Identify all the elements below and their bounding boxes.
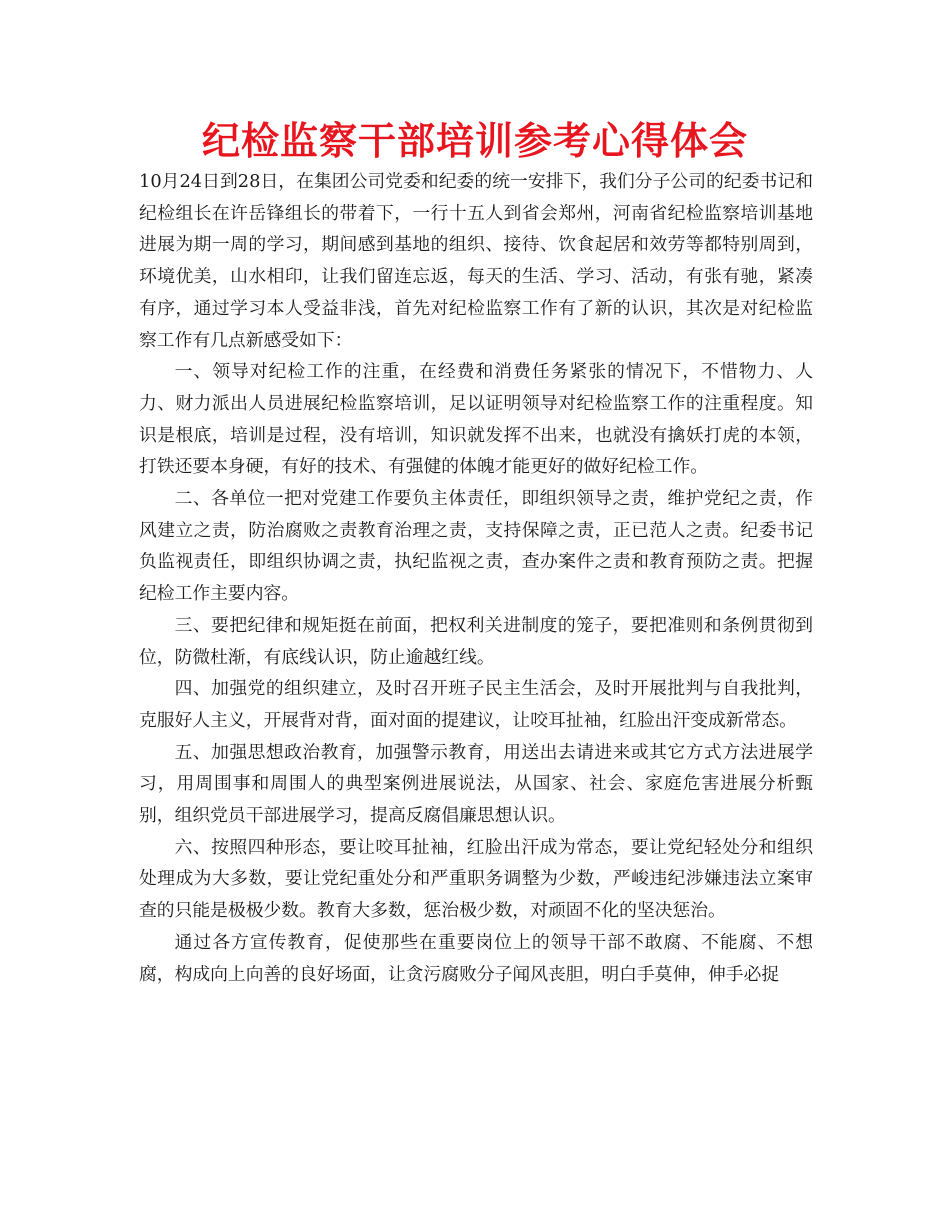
paragraph-intro: 10月24日到28日，在集团公司党委和纪委的统一安排下，我们分子公司的纪委书记和纪检组长在许岳锋组长的带着下，一行十五人到省会郑州，河南省纪检监察培训基地进展为期一周的学习，期间感到基地的组织、接待、饮食起居和效劳等都特别周到，环境优美，山水相印，让我们留连忘返，每天的生活、学习、活动，有张有驰，紧凑有序，通过学习本人受益非浅，首先对纪检监察工作有了新的认识，其次是对纪检监察工作有几点新感受如下： — [139, 171, 813, 351]
paragraph-point-6: 六、按照四种形态，要让咬耳扯袖，红脸出汗成为常态，要让党纪轻处分和组织处理成为大多数，要让党纪重处分和严重职务调整为少数，严峻违纪涉嫌违法立案审查的只能是极极少数。教育大多数，惩治极少数，对顽固不化的坚决惩治。 — [139, 836, 813, 922]
paragraph-point-1: 一、领导对纪检工作的注重，在经费和消费任务紧张的情况下，不惜物力、人力、财力派出人员进展纪检监察培训，足以证明领导对纪检监察工作的注重程度。知识是根底，培训是过程，没有培训，知识就发挥不出来，也就没有擒妖打虎的本领，打铁还要本身硬，有好的技术、有强健的体魄才能更好的做好纪检工作。 — [139, 361, 813, 478]
paragraph-point-2: 二、各单位一把对党建工作要负主体责任，即组织领导之责，维护党纪之责，作风建立之责，防治腐败之责教育治理之责，支持保障之责，正已范人之责。纪委书记负监视责任，即组织协调之责，执纪监视之责，查办案件之责和教育预防之责。把握纪检工作主要内容。 — [139, 488, 813, 605]
paragraph-point-3: 三、要把纪律和规矩挺在前面，把权利关进制度的笼子，要把准则和条例贯彻到位，防微杜渐，有底线认识，防止逾越红线。 — [139, 614, 813, 668]
paragraph-conclusion: 通过各方宣传教育，促使那些在重要岗位上的领导干部不敢腐、不能腐、不想腐，构成向上向善的良好场面，让贪污腐败分子闻风丧胆，明白手莫伸，伸手必捉 — [139, 931, 813, 985]
document-title: 纪检监察干部培训参考心得体会 — [201, 119, 748, 163]
document-body — [139, 166, 813, 990]
paragraph-point-4: 四、加强党的组织建立，及时召开班子民主生活会，及时开展批判与自我批判，克服好人主义，开展背对背，面对面的提建议，让咬耳扯袖，红脸出汗变成新常态。 — [139, 678, 813, 731]
paragraph-point-5: 五、加强思想政治教育，加强警示教育，用送出去请进来或其它方式方法进展学习，用周围事和周围人的典型案例进展说法，从国家、社会、家庭危害进展分析甄别，组织党员干部进展学习，提高反腐倡廉思想认识。 — [139, 741, 813, 827]
